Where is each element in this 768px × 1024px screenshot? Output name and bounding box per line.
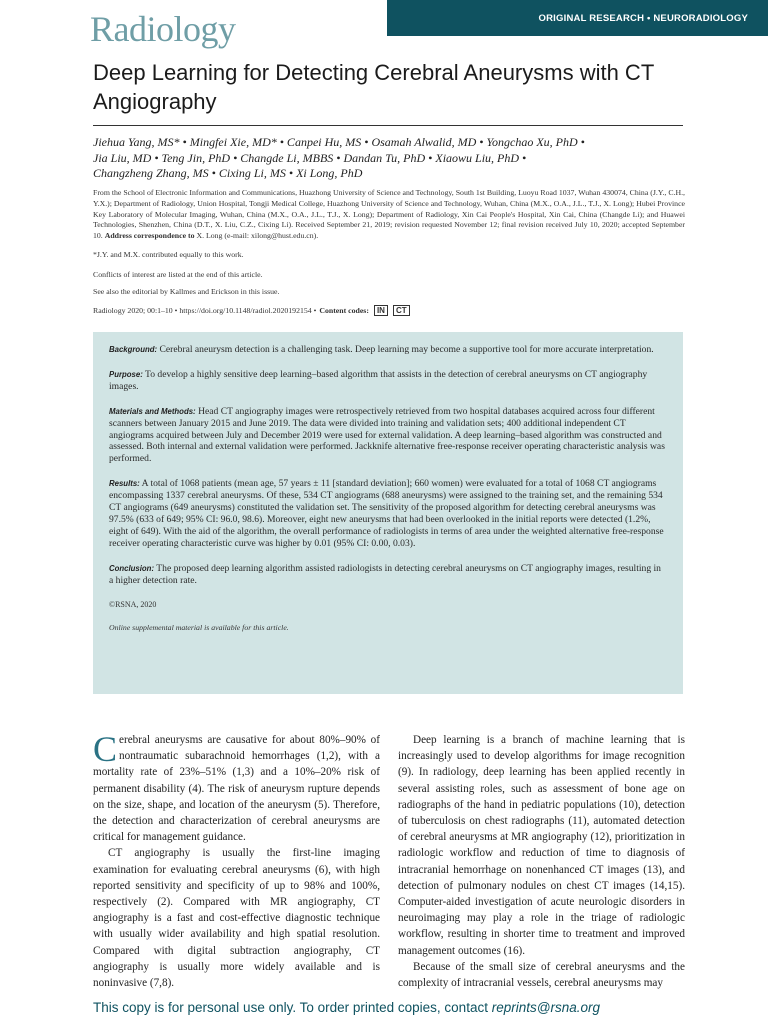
- correspondence-label: Address correspondence to: [104, 231, 195, 241]
- title-divider: [93, 125, 683, 126]
- abstract-conclusion: [109, 563, 667, 587]
- editorial-note: See also the editorial by Kallmes and Erickson in this issue.: [93, 287, 280, 296]
- body-paragraph: Because of the small size of cerebral aneurysms and the complexity of intracranial vessels, cerebral aneurysms may: [398, 960, 685, 990]
- abstract-purpose: [109, 369, 667, 393]
- affiliations-text: From the School of Electronic Information and Communications, Huazhong University of Science and Technology, South 1st Building, Luoyu Road 1037, Wuhan 430074, China (J.Y., C.H., Y.X.); Department of Radiology, Union Hospital, Tongji Medical College, Huazhong University of Science and Technology, Wuhan, China (M.X., O.A., J.L., T.J., X. Long); Hubei Province Key Laboratory of Molecular Imaging, Wuhan, China (M.X., O.A., J.L., T.J., X. Long); Department of Radiology, Xin Cai People's Hospital, Xin Cai, China (Changde Li); and Huawei Technologies, Shenzhen, China (D.T., X. Liu, C.Z., Cixing Li). Received September 21, 2019; revision requested November 12; final revision received July 10, 2020; accepted September 10.: [93, 188, 685, 241]
- affiliations: [93, 188, 685, 242]
- copyright: ©RSNA, 2020: [109, 599, 157, 609]
- author-line: Jia Liu, MD • Teng Jin, PhD • Changde Li, MBBS • Dandan Tu, PhD • Xiaowu Liu, PhD •: [93, 150, 527, 165]
- paragraph-text: erebral aneurysms are causative for about 80%–90% of nontraumatic subarachnoid hemorrhages (1,2), with a mortality rate of 23%–51% (1,3) and a 10%–20% risk of permanent disability (4). The risk of aneurysm rupture depends on the size, shape, and location of the aneurysm (5). Therefore, the detection and characterization of cerebral aneurysms are critical for management guidance.: [93, 734, 380, 844]
- author-list: [93, 135, 693, 182]
- citation-line: [93, 305, 685, 316]
- equal-contribution-note: *J.Y. and M.X. contributed equally to this work.: [93, 250, 244, 259]
- drop-cap: C: [93, 729, 118, 769]
- content-codes-label: Content codes:: [319, 306, 369, 315]
- content-code-badge: IN: [374, 305, 388, 316]
- body-column-right: [398, 732, 685, 991]
- abstract-heading: Results:: [109, 479, 140, 489]
- journal-logo: Radiology: [90, 9, 236, 49]
- body-paragraph: [93, 729, 380, 845]
- abstract-text: To develop a highly sensitive deep learning–based algorithm that assists in the detection of cerebral aneurysms on CT angiography images.: [109, 368, 648, 392]
- author-line: Changzheng Zhang, MS • Cixing Li, MS • Xi Long, PhD: [93, 166, 363, 180]
- body-paragraph: Deep learning is a branch of machine learning that is increasingly used to develop algorithms for image recognition (9). In radiology, deep learning has been applied recently in several assisting roles, such as assessment of bone age on radiographs of the hand in pediatric populations (10), detection of tuberculosis on chest radiographs (11), automated detection of cerebral aneurysms at MR angiography (12), prioritization in radiologic workflow and reduction of time to diagnosis of intracranial hemorrhage on nonenhanced CT images (13), and detection of pulmonary nodules on chest CT images (14,15). Computer-aided investigation of acute neurologic disorders in neuroimaging may play a role in the triage of radiologic workflow, resulting in shorter time to treatment and improved management outcomes (16).: [398, 734, 685, 957]
- abstract-background: [109, 344, 667, 356]
- reprints-email-link[interactable]: reprints@rsna.org: [491, 1000, 600, 1015]
- abstract-methods: [109, 406, 667, 466]
- abstract-box: [93, 332, 683, 694]
- abstract-heading: Purpose:: [109, 369, 143, 379]
- abstract-text: Head CT angiography images were retrospectively retrieved from two hospital databases acquired across four different scanners between January 2015 and June 2019. The data were divided into training and validation sets; 400 additional independent CT angiograms acquired between July and December 2019 were used for external validation. A deep learning–based algorithm was constructed and assessed. Both internal and external validation were performed. Jackknife alternative free-response receiver operating characteristic analysis was performed.: [109, 405, 665, 465]
- abstract-text: A total of 1068 patients (mean age, 57 years ± 11 [standard deviation]; 660 women) were evaluated for a total of 1068 CT angiograms encompassing 1337 cerebral aneurysms. Of these, 534 CT angiograms (688 aneurysms) were assigned to the training set, and the remaining 534 CT angiograms (649 aneurysms) constituted the validation set. The sensitivity of the proposed algorithm for detecting cerebral aneurysms was 97.5% (633 of 649; 95% CI: 96.0, 98.6). Moreover, eight new aneurysms that had been overlooked in the initial reports were detected (1.2%, eight of 649). With the aid of the algorithm, the overall performance of radiologists in terms of area under the weighted alternative free-response receiver operating characteristic curve was higher by 0.01 (95% CI: 0.00, 0.03).: [109, 478, 664, 549]
- citation[interactable]: Radiology 2020; 00:1–10 • https://doi.org/10.1148/radiol.2020192154 •: [93, 306, 317, 315]
- body-column-left: [93, 729, 380, 991]
- abstract-heading: Materials and Methods:: [109, 406, 196, 416]
- abstract-text: The proposed deep learning algorithm assisted radiologists in detecting cerebral aneurysms on CT angiography images, resulting in a higher detection rate.: [109, 562, 661, 586]
- abstract-results: [109, 478, 667, 549]
- correspondence-text: X. Long (e-mail: xilong@hust.edu.cn).: [196, 231, 319, 241]
- author-line: Jiehua Yang, MS* • Mingfei Xie, MD* • Canpei Hu, MS • Osamah Alwalid, MD • Yongchao Xu, PhD •: [93, 135, 585, 149]
- section-band: ORIGINAL RESEARCH • NEURORADIOLOGY: [387, 0, 768, 36]
- abstract-heading: Conclusion:: [109, 563, 155, 573]
- article-title: Deep Learning for Detecting Cerebral Aneurysms with CT Angiography: [93, 60, 654, 114]
- abstract-text: Cerebral aneurysm detection is a challenging task. Deep learning may become a supportive tool for more accurate interpretation.: [159, 344, 654, 355]
- content-code-badge: CT: [393, 305, 410, 316]
- conflicts-note: Conflicts of interest are listed at the end of this article.: [93, 270, 263, 279]
- supplemental-note: Online supplemental material is available for this article.: [109, 622, 289, 632]
- footer-text: This copy is for personal use only. To order printed copies, contact: [93, 1000, 488, 1015]
- reprint-footer: [93, 1000, 693, 1015]
- body-paragraph: CT angiography is usually the first-line imaging examination for evaluating cerebral aneurysms (6), with high reported sensitivity and specificity of up to 98% and 100%, respectively (2). Compared with MR angiography, CT angiography is a fast and cost-effective diagnostic technique with usually wider availability and high spatial resolution. Compared with digital subtraction angiography, CT angiography is usually more widely available and is noninvasive (7,8).: [93, 847, 380, 990]
- abstract-heading: Background:: [109, 345, 158, 354]
